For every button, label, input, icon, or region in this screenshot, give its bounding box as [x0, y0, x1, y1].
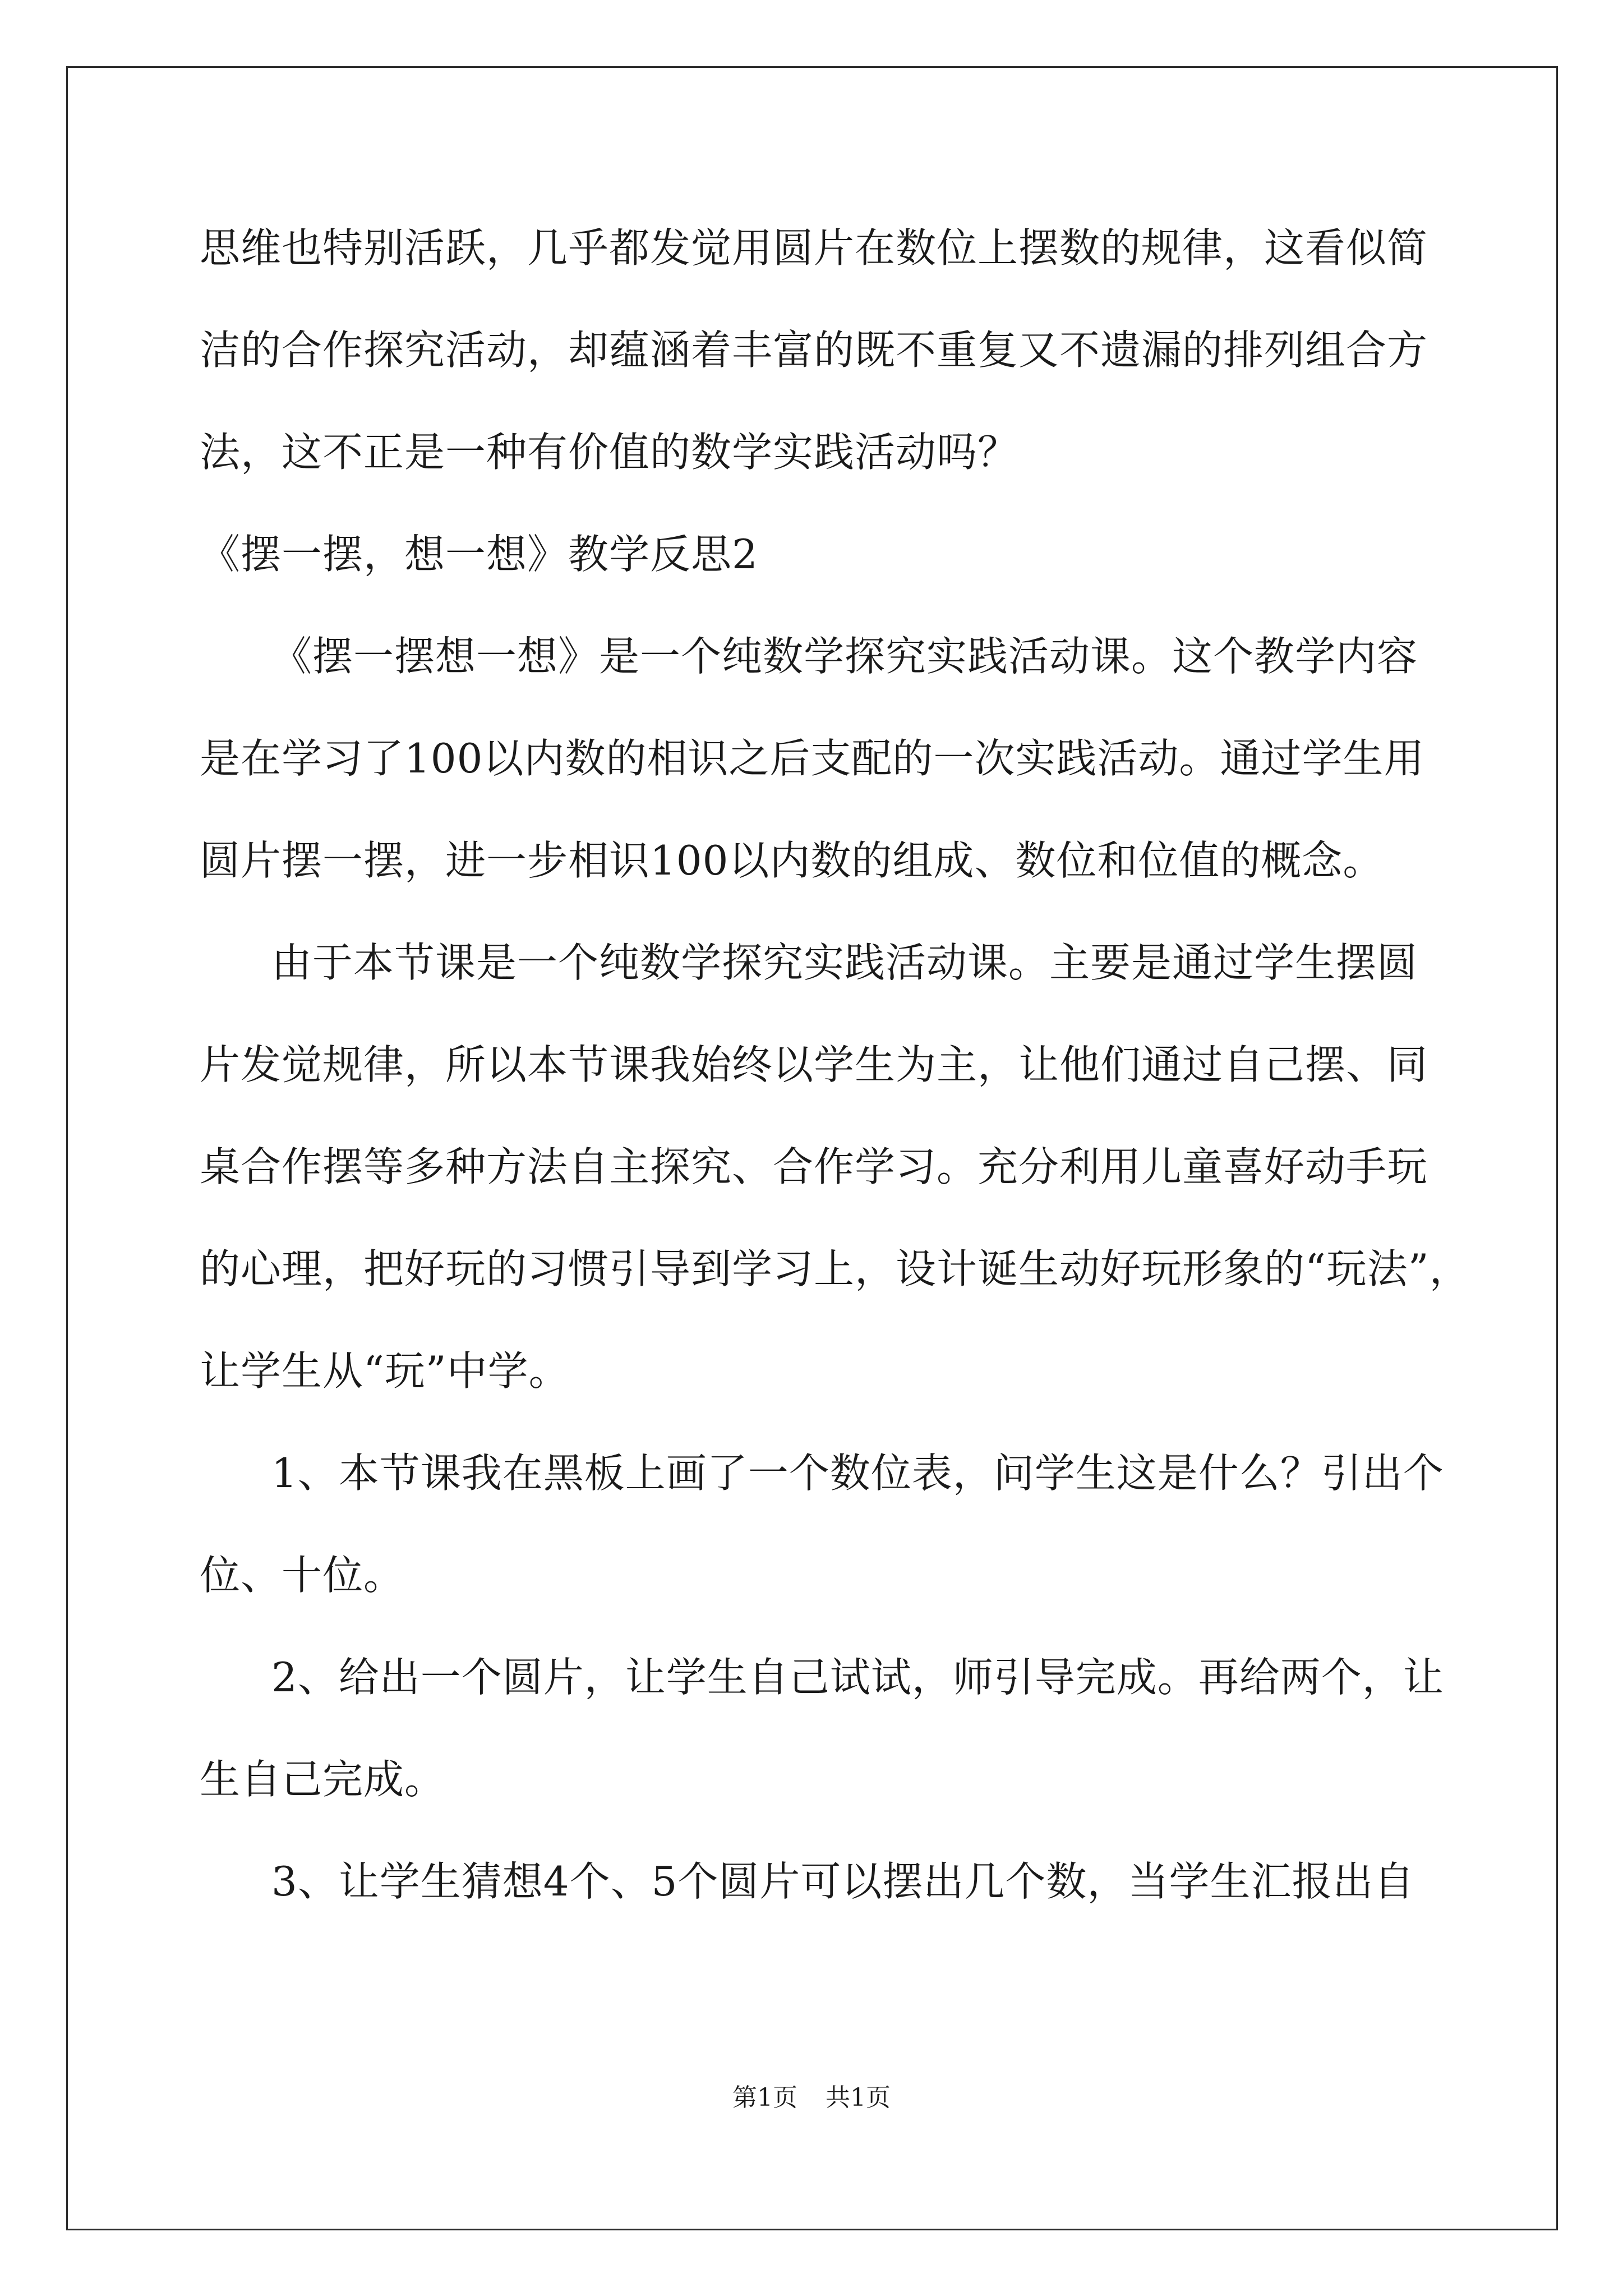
body-line-5: 《摆一摆想一想》是一个纯数学探究实践活动课。这个教学内容 [271, 633, 1418, 680]
body-line-16: 生自己完成。 [200, 1756, 446, 1803]
body-line-15: 2、给出一个圆片，让学生自己试试，师引导完成。再给两个，让 [271, 1654, 1444, 1701]
body-line-9: 片发觉规律，所以本节课我始终以学生为主，让他们通过自己摆、同 [200, 1041, 1428, 1088]
body-line-7: 圆片摆一摆，进一步相识100以内数的组成、数位和位值的概念。 [200, 837, 1384, 884]
body-line-3: 法，这不正是一种有价值的数学实践活动吗？ [200, 429, 1019, 476]
body-line-17: 3、让学生猜想4个、5个圆片可以摆出几个数，当学生汇报出自 [271, 1858, 1415, 1905]
body-line-1: 思维也特别活跃，几乎都发觉用圆片在数位上摆数的规律，这看似简 [200, 224, 1428, 272]
body-line-10: 桌合作摆等多种方法自主探究、合作学习。充分利用儿童喜好动手玩 [200, 1143, 1428, 1190]
body-line-14: 位、十位。 [200, 1552, 405, 1599]
body-line-11: 的心理，把好玩的习惯引导到学习上，设计诞生动好玩形象的“玩法”， [200, 1245, 1470, 1292]
body-line-8: 由于本节课是一个纯数学探究实践活动课。主要是通过学生摆圆 [271, 939, 1418, 986]
body-line-13: 1、本节课我在黑板上画了一个数位表，问学生这是什么？引出个 [271, 1450, 1444, 1497]
body-line-6: 是在学习了100以内数的相识之后支配的一次实践活动。通过学生用 [200, 735, 1425, 782]
page-number: 第1页 [732, 2083, 797, 2112]
page-footer [0, 2081, 1623, 2115]
page-total: 共1页 [826, 2083, 891, 2112]
body-line-2: 洁的合作探究活动，却蕴涵着丰富的既不重复又不遗漏的排列组合方 [200, 326, 1428, 374]
section-heading: 《摆一摆，想一想》教学反思2 [200, 531, 758, 578]
body-line-12: 让学生从“玩”中学。 [200, 1347, 570, 1395]
